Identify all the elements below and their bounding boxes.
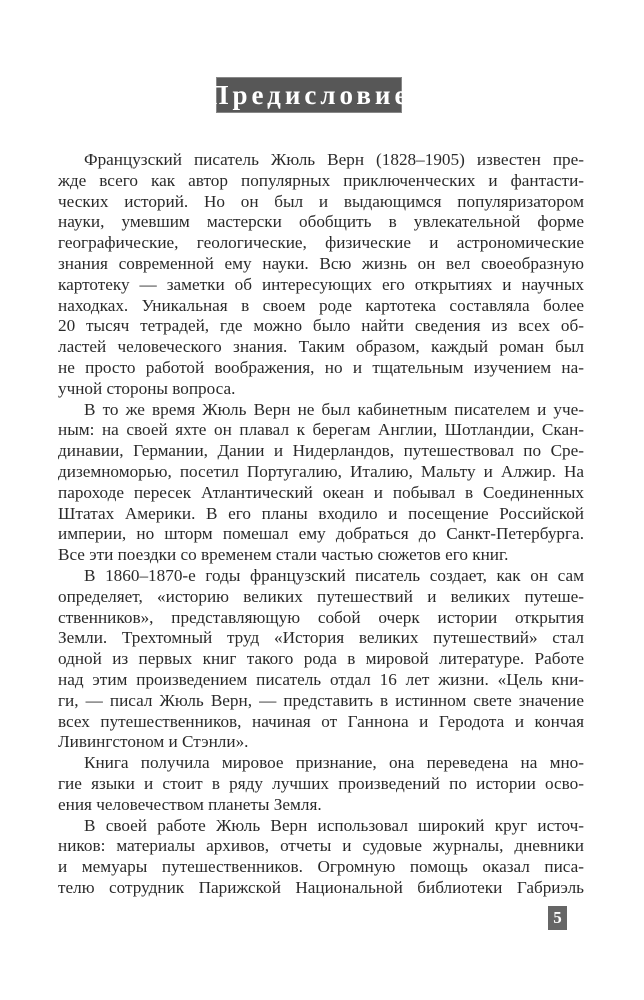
text-line: телю сотрудник Парижской Национальной библиотеки Габриэль: [58, 877, 584, 897]
text-line: Все эти поездки со временем стали частью сюжетов его книг.: [58, 545, 509, 565]
text-line: ения человечеством планеты Земля.: [58, 794, 322, 814]
text-line: 20 тысяч тетрадей, где можно было найти сведения из всех об-: [58, 316, 584, 336]
text-line: Французский писатель Жюль Верн (1828–1905) известен пре-: [84, 150, 584, 169]
text-line: гие языки и стоит в ряду лучших произведений по истории осво-: [58, 773, 584, 793]
chapter-title: Предисловие: [216, 77, 402, 113]
text-line: диземноморью, посетил Португалию, Италию, Мальту и Алжир. На: [58, 461, 584, 481]
text-line: пароходе пересек Атлантический океан и побывал в Соединенных: [58, 482, 584, 502]
page-number: 5: [548, 906, 567, 930]
text-line: Ливингстоном и Стэнли».: [58, 732, 249, 752]
body-text: [58, 150, 584, 899]
paragraph: [58, 566, 584, 753]
text-line: определяет, «историю великих путешествий и великих путеше-: [58, 586, 584, 606]
text-line: Штатах Америки. В его планы входило и посещение Российской: [58, 503, 584, 523]
text-line: знания современной ему науки. Всю жизнь он вел своеобразную: [58, 253, 584, 273]
text-line: ги, — писал Жюль Верн, — представить в истинном свете значение: [58, 690, 584, 710]
paragraph: [58, 816, 584, 899]
text-line: учной стороны вопроса.: [58, 378, 236, 398]
paragraph: [58, 150, 584, 400]
text-line: ников: материалы архивов, отчеты и судовые журналы, дневники: [58, 836, 584, 856]
text-line: ческих историй. Но он был и выдающимся популяризатором: [58, 191, 584, 211]
text-line: ластей человеческого знания. Таким образом, каждый роман был: [58, 337, 584, 357]
text-line: и мемуары путешественников. Огромную помощь оказал писа-: [58, 857, 584, 877]
text-line: ным: на своей яхте он плавал к берегам Англии, Шотландии, Скан-: [58, 420, 584, 440]
text-line: географические, геологические, физические и астрономические: [58, 233, 584, 253]
text-line: В то же время Жюль Верн не был кабинетным писателем и уче-: [84, 399, 584, 419]
paragraph: [58, 400, 584, 566]
text-line: ственников», представляющую собой очерк истории открытия: [58, 607, 584, 627]
text-line: над этим произведением писатель отдал 16 лет жизни. «Цель кни-: [58, 669, 584, 689]
text-line: империи, но шторм помешал ему добраться до Санкт-Петербурга.: [58, 524, 584, 544]
text-line: всех путешественников, начиная от Ганнона и Геродота и кончая: [58, 711, 584, 731]
text-line: картотеку — заметки об интересующих его открытиях и научных: [58, 274, 584, 294]
text-line: одной из первых книг такого рода в мировой литературе. Работе: [58, 649, 584, 669]
paragraph: [58, 753, 584, 815]
text-line: науки, умевшим мастерски обобщить в увлекательной форме: [58, 212, 584, 232]
text-line: жде всего как автор популярных приключенческих и фантасти-: [58, 170, 584, 190]
text-line: В своей работе Жюль Верн использовал широкий круг источ-: [84, 815, 584, 835]
text-line: динавии, Германии, Дании и Нидерландов, путешествовал по Сре-: [58, 441, 584, 461]
text-line: находках. Уникальная в своем роде картотека составляла более: [58, 295, 584, 315]
text-line: В 1860–1870-е годы французский писатель создает, как он сам: [84, 565, 584, 585]
text-line: не просто работой воображения, но и тщательным изучением на-: [58, 357, 584, 377]
text-line: Книга получила мировое признание, она переведена на мно-: [84, 753, 584, 773]
text-line: Земли. Трехтомный труд «История великих путешествий» стал: [58, 628, 584, 648]
